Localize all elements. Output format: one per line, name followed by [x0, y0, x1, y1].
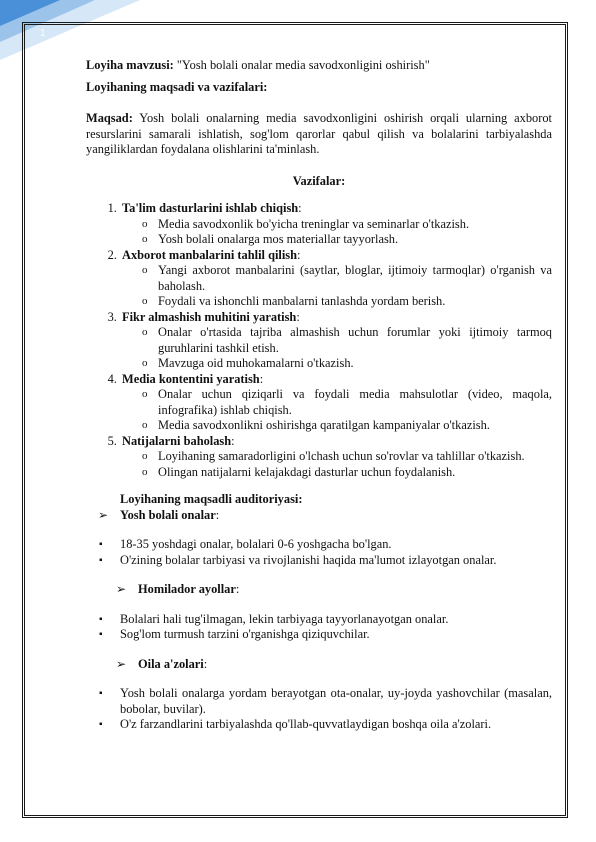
task-subitem: o Foydali va ishonchli manbalarni tanlashda yordam berish. [158, 294, 552, 310]
purpose-text: Yosh bolali onalarning media savodxonligini oshirish orqali ularning axborot resurslarini samarali ishlatish, sog'lom qarorlar qabul qilish va bolalarini tarbiyalashda yangiliklardan foydalana olishlarini ta'minlash. [86, 111, 552, 156]
audience-items [86, 612, 552, 643]
tasks-list [86, 201, 552, 480]
task-subitem: o Olingan natijalarni kelajakdagi dasturlar uchun foydalanish. [158, 465, 552, 481]
audience-item: ▪ Sog'lom turmush tarzini o'rganishga qiziquvchilar. [120, 627, 552, 643]
task-subitem: o Media savodxonlikni oshirishga qaratilgan kampaniyalar o'tkazish. [158, 418, 552, 434]
purpose-paragraph [86, 111, 552, 158]
page-number: 1 [40, 28, 46, 39]
audience-group-title: ➢ Yosh bolali onalar: [120, 508, 552, 524]
project-topic [86, 58, 552, 74]
task-subitem: o Onalar uchun qiziqarli va foydali media mahsulotlar (video, maqola, infografika) ishlab chiqish. [158, 387, 552, 418]
task-subitem: o Mavzuga oid muhokamalarni o'tkazish. [158, 356, 552, 372]
task-subitem: o Onalar o'rtasida tajriba almashish uchun forumlar yoki ijtimoiy tarmoq guruhlarini tashkil etish. [158, 325, 552, 356]
task-subitem: o Media savodxonlik bo'yicha treninglar va seminarlar o'tkazish. [158, 217, 552, 233]
audience-items [86, 537, 552, 568]
task-title: Media kontentini yaratish [122, 371, 260, 386]
task-subitems [122, 325, 552, 372]
task-title: Ta'lim dasturlarini ishlab chiqish [122, 201, 299, 215]
project-topic-text: "Yosh bolali onalar media savodxonligini oshirish" [173, 58, 430, 72]
task-subitems [122, 449, 552, 480]
audience-item: ▪ Bolalari hali tug'ilmagan, lekin tarbiyaga tayyorlanayotgan onalar. [120, 612, 552, 628]
audience-heading: Loyihaning maqsadli auditoriyasi: [120, 492, 303, 506]
project-topic-label: Loyiha mavzusi: [86, 58, 174, 72]
audience-item: ▪ O'z farzandlarini tarbiyalashda qo'llab-quvvatlaydigan boshqa oila a'zolari. [120, 717, 552, 733]
goals-heading: Loyihaning maqsadi va vazifalari: [86, 79, 268, 94]
task-item: 1. Ta'lim dasturlarini ishlab chiqish: o Media savodxonlik bo'yicha treninglar va seminarlar o'tkazish. o Yosh bolali onalarga mos materiallar tayyorlash. [120, 201, 552, 248]
audience-item: ▪ 18-35 yoshdagi onalar, bolalari 0-6 yoshgacha bo'lgan. [120, 537, 552, 553]
task-subitems [122, 217, 552, 248]
task-item: 4. Media kontentini yaratish: o Onalar uchun qiziqarli va foydali media mahsulotlar (video, maqola, infografika) ishlab chiqish. o Media savodxonlikni oshirishga qaratilgan kampaniyalar o'tkazish. [120, 372, 552, 434]
purpose-label: Maqsad: [86, 111, 133, 125]
tasks-heading: Vazifalar: [292, 173, 346, 188]
task-title: Axborot manbalarini tahlil qilish [122, 247, 297, 262]
task-item: 5. Natijalarni baholash: o Loyihaning samaradorligini o'lchash uchun so'rovlar va tahlillar o'tkazish. o Olingan natijalarni kelajakdagi dasturlar uchun foydalanish. [120, 434, 552, 481]
task-subitem: o Loyihaning samaradorligini o'lchash uchun so'rovlar va tahlillar o'tkazish. [158, 449, 552, 465]
document-body [86, 52, 552, 733]
audience-item: ▪ Yosh bolali onalarga yordam berayotgan ota-onalar, uy-joyda yashovchilar (masalan, bobolar, buvilar). [120, 686, 552, 717]
task-subitem: o Yangi axborot manbalarini (saytlar, bloglar, ijtimoiy tarmoqlar) o'rganish va baholash. [158, 263, 552, 294]
task-subitems [122, 263, 552, 310]
audience-title: Homilador ayollar [138, 582, 236, 596]
audience-group-title: ➢ Oila a'zolari: [138, 657, 552, 673]
audience-item: ▪ O'zining bolalar tarbiyasi va rivojlanishi haqida ma'lumot izlayotgan onalar. [120, 553, 552, 569]
task-item: 3. Fikr almashish muhitini yaratish: o Onalar o'rtasida tajriba almashish uchun forumlar yoki ijtimoiy tarmoq guruhlarini tashkil etish. o Mavzuga oid muhokamalarni o'tkazish. [120, 310, 552, 372]
task-subitem: o Yosh bolali onalarga mos materiallar tayyorlash. [158, 232, 552, 248]
audience-title: Yosh bolali onalar [120, 507, 216, 522]
audience-group-title: ➢ Homilador ayollar: [138, 582, 552, 598]
task-title: Natijalarni baholash [122, 433, 232, 448]
audience-items [86, 686, 552, 733]
task-title: Fikr almashish muhitini yaratish [122, 309, 297, 324]
task-item: 2. Axborot manbalarini tahlil qilish: o Yangi axborot manbalarini (saytlar, bloglar, ijtimoiy tarmoqlar) o'rganish va baholash. o Foydali va ishonchli manbalarni tanlashda yordam berish. [120, 248, 552, 310]
task-subitems [122, 387, 552, 434]
audience-title: Oila a'zolari [138, 656, 204, 671]
